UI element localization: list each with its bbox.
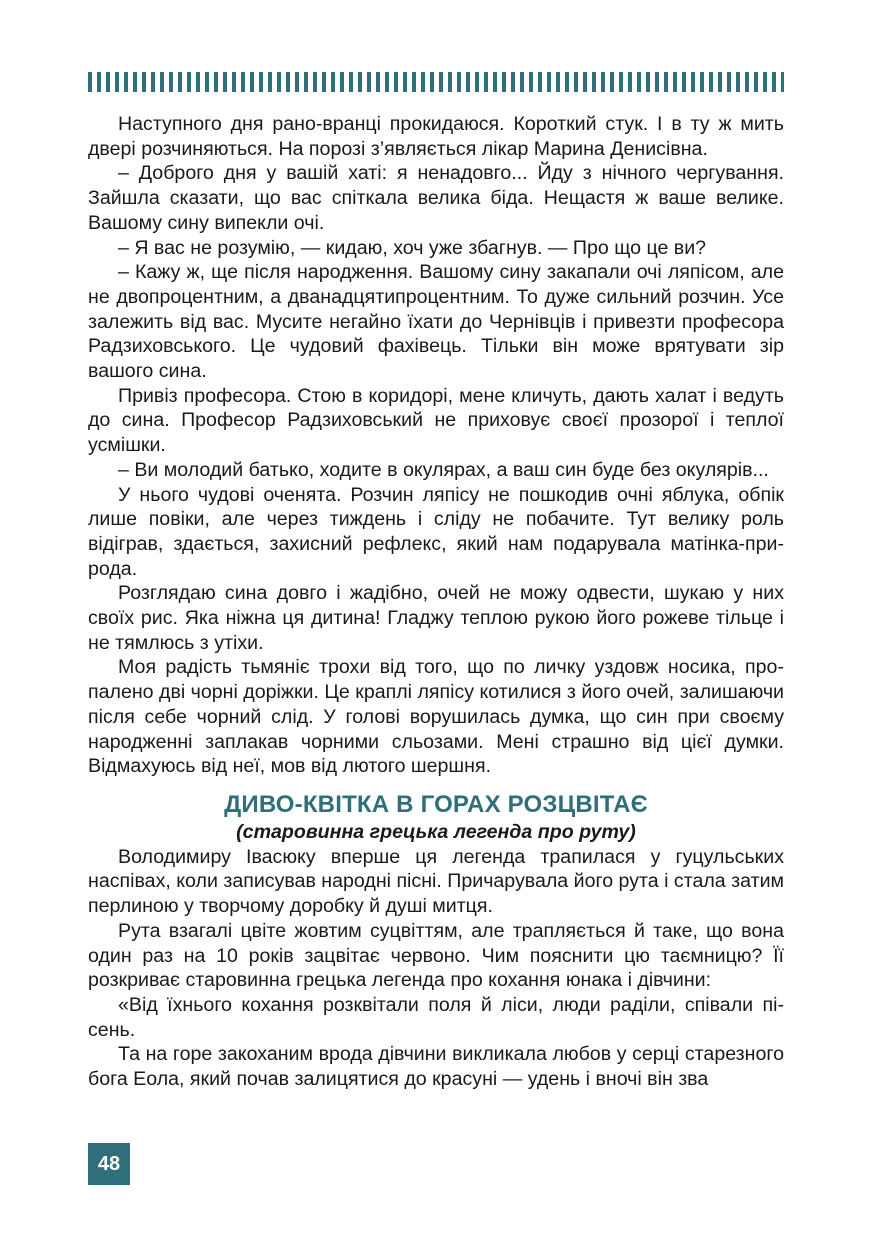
story-paragraph: Розглядаю сина довго і жадібно, очей не можу одвести, шукаю у них своїх рис. Яка ніжна ця дитина! Гладжу теплою рукою його рожеве тільце і не тямлюсь з утіхи. (88, 582, 784, 654)
story-paragraph: – Доброго дня у вашій хаті: я ненадовго... Йду з нічного чергування. Зайшла сказати, що вас спіткала велика біда. Нещастя ж ваше велике. Вашому сину випекли очі. (88, 162, 784, 234)
legend-paragraph: Володимиру Івасюку вперше ця легенда трапилася у гуцульських наспівах, коли записував народні пісні. Причарувала його рута і стала затим перлиною у творчому доробку й душі митця. (88, 845, 784, 918)
legend-paragraph: Рута взагалі цвіте жовтим суцвіттям, але трапляється й таке, що вона один раз на 10 років зацвітає червоно. Чим пояснити цю таємницю? Її розкриває старовинна грецька легенда про кохання юнака і дівчини: (88, 919, 784, 992)
section-title: ДИВО-КВІТКА В ГОРАХ РОЗЦВІТАЄ (224, 790, 648, 818)
legend-paragraph: Та на горе закоханим врода дівчини викликала любов у серці старезного бога Еола, який почав залицятися до красуні — удень і вночі він зва (88, 1043, 784, 1091)
story-paragraph: У нього чудові оченята. Розчин ляпісу не пошкодив очні яблука, обпік лише повіки, але через тиждень і сліду не побачите. Тут велику роль відіграв, здається, захисний рефлекс, який нам подарувала матінка-природа. (88, 483, 784, 580)
story-paragraph: Наступного дня рано-вранці прокидаюся. Короткий стук. І в ту ж мить двері розчиняються. На порозі з’являється лікар Марина Денисівна. (88, 113, 784, 160)
story-paragraph: Привіз професора. Стою в коридорі, мене кличуть, дають халат і ведуть до сина. Професор Радзиховський не приховує своєї прозорої і теплої усмішки. (88, 384, 784, 457)
story-paragraph: – Я вас не розумію, — кидаю, хоч уже збагнув. — Про що це ви? (118, 236, 707, 259)
page-number-badge: 48 (88, 1143, 130, 1185)
story-paragraph: – Ви молодий батько, ходите в окулярах, а ваш син буде без окулярів... (118, 458, 769, 481)
section-subtitle: (старовинна грецька легенда про руту) (236, 820, 636, 843)
story-paragraph: Моя радість тьмяніє трохи від того, що по личку уздовж носика, пропалено дві чорні доріжки. Це краплі ляпісу котилися з його очей, залишаючи після себе чорний слід. У голові ворушилась думка, що син при своєму народженні заплакав чорними сльозами. Мені страшно від цієї думки. Відмахуюсь від неї, мов від лютого шершня. (88, 656, 784, 778)
decorative-top-rule (88, 72, 784, 92)
page-content (88, 112, 784, 1092)
legend-paragraph: «Від їхнього кохання розквітали поля й ліси, люди раділи, співали пісень. (88, 993, 784, 1041)
story-paragraph: – Кажу ж, ще після народження. Вашому сину закапали очі ляпісом, але не двопроцентним, а дванадцятипроцентним. То дуже сильний розчин. Усе залежить від вас. Мусите негайно їхати до Чернівців і привезти професора Радзиховського. Це чудовий фахівець. Тільки він може врятувати зір вашого сина. (88, 261, 784, 383)
